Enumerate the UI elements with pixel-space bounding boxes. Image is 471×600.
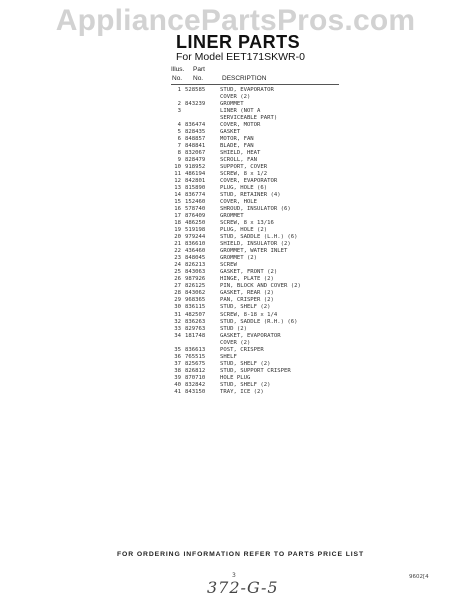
part-description: SCREW, 8 x 13/16 xyxy=(220,220,274,227)
part-description: STUD, SUPPORT CRISPER xyxy=(220,367,291,374)
part-number: 843239 xyxy=(185,101,206,108)
illus-number: 14 xyxy=(174,192,181,199)
illus-number: 29 xyxy=(174,297,181,304)
illus-number: 33 xyxy=(174,325,181,332)
illus-number: 22 xyxy=(174,248,181,255)
illus-number: 26 xyxy=(174,276,181,283)
part-number: 828479 xyxy=(185,157,206,164)
part-description: STUD, RETAINER (4) xyxy=(220,192,281,199)
column-header-description: DESCRIPTION xyxy=(222,75,267,82)
illus-number: 4 xyxy=(177,122,181,129)
part-number: 486250 xyxy=(185,220,206,227)
part-description: PLUG, HOLE (2) xyxy=(220,227,268,234)
part-description: GROMMET xyxy=(220,101,244,108)
part-description: MOTOR, FAN xyxy=(220,136,254,143)
illus-number: 18 xyxy=(174,220,181,227)
illus-number: 8 xyxy=(177,150,181,157)
part-description: PLUG, HOLE (6) xyxy=(220,185,268,192)
part-number: 519198 xyxy=(185,227,206,234)
part-number: 826812 xyxy=(185,367,206,374)
part-description: GROMMET xyxy=(220,213,244,220)
illus-number: 25 xyxy=(174,269,181,276)
part-number: 836474 xyxy=(185,122,206,129)
illus-number: 17 xyxy=(174,213,181,220)
part-description: GASKET, REAR (2) xyxy=(220,290,274,297)
document-number: 9602[4 xyxy=(409,574,429,580)
part-number: 836263 xyxy=(185,318,206,325)
part-description: SCREW xyxy=(220,262,237,269)
part-number: 832067 xyxy=(185,150,206,157)
illus-number: 7 xyxy=(177,143,181,150)
part-number: 876409 xyxy=(185,213,206,220)
part-number: 848857 xyxy=(185,136,206,143)
part-number: 848841 xyxy=(185,143,206,150)
part-description: GASKET, FRONT (2) xyxy=(220,269,278,276)
illus-number: 31 xyxy=(174,311,181,318)
part-description: GROMMET, WATER INLET xyxy=(220,248,288,255)
part-description: BLADE, FAN xyxy=(220,143,254,150)
part-number: 843150 xyxy=(185,388,206,395)
illus-number: 24 xyxy=(174,262,181,269)
part-number: 843063 xyxy=(185,269,206,276)
illus-number: 5 xyxy=(177,129,181,136)
part-number: 836774 xyxy=(185,192,206,199)
part-description: STUD, SHELF (2) xyxy=(220,304,271,311)
part-description: COVER, MOTOR xyxy=(220,122,261,129)
illus-number: 37 xyxy=(174,360,181,367)
part-description: COVER, HOLE xyxy=(220,199,258,206)
part-description: PAN, CRISPER (2) xyxy=(220,297,274,304)
part-description: COVER (2) xyxy=(220,94,251,101)
illus-number: 34 xyxy=(174,332,181,339)
part-description: PIN, BLOCK AND COVER (2) xyxy=(220,283,301,290)
illus-number: 32 xyxy=(174,318,181,325)
illus-number: 1 xyxy=(177,87,181,93)
part-number: 979244 xyxy=(185,234,206,241)
illus-number: 11 xyxy=(174,171,181,178)
part-number: 181748 xyxy=(185,332,206,339)
illus-number: 21 xyxy=(174,241,181,248)
part-number: 436460 xyxy=(185,248,206,255)
illus-number: 41 xyxy=(174,388,181,395)
part-number: 987926 xyxy=(185,276,206,283)
column-header-illus: Illus. xyxy=(171,66,185,73)
page-number: 3 xyxy=(232,572,236,579)
part-description: STUD, SHELF (2) xyxy=(220,360,271,367)
column-header-no: No. xyxy=(172,75,183,82)
part-description: COVER (2) xyxy=(220,339,251,346)
part-description: SHROUD, INSULATOR (6) xyxy=(220,206,291,213)
part-description: STUD, SADDLE (R.H.) (6) xyxy=(220,318,298,325)
illus-number: 6 xyxy=(177,136,181,143)
part-description: SERVICEABLE PART) xyxy=(220,115,278,122)
part-number: 826213 xyxy=(185,262,206,269)
handwritten-note: 372-G-5 xyxy=(207,578,279,597)
part-description: SHELF xyxy=(220,353,237,360)
part-description: STUD, EVAPORATOR xyxy=(220,87,274,93)
part-number: 828435 xyxy=(185,129,206,136)
part-number: 836610 xyxy=(185,241,206,248)
header-divider xyxy=(171,84,339,85)
part-number: 578740 xyxy=(185,206,206,213)
part-description: COVER, EVAPORATOR xyxy=(220,178,278,185)
ordering-info-footer: FOR ORDERING INFORMATION REFER TO PARTS PRICE LIST xyxy=(117,551,365,558)
illus-number: 3 xyxy=(177,108,181,115)
illus-number: 16 xyxy=(174,206,181,213)
part-number: 836115 xyxy=(185,304,206,311)
part-number: 826125 xyxy=(185,283,206,290)
part-number: 848045 xyxy=(185,255,206,262)
part-number: 486194 xyxy=(185,171,206,178)
part-description: GROMMET (2) xyxy=(220,255,258,262)
illus-number: 15 xyxy=(174,199,181,206)
part-description: STUD, SADDLE (L.H.) (6) xyxy=(220,234,298,241)
part-number: 842801 xyxy=(185,178,206,185)
column-header-part-no: No. xyxy=(193,75,204,82)
part-description: HOLE PLUG xyxy=(220,374,251,381)
part-description: STUD (2) xyxy=(220,325,247,332)
illus-number: 27 xyxy=(174,283,181,290)
illus-number: 12 xyxy=(174,178,181,185)
part-description: TRAY, ICE (2) xyxy=(220,388,264,395)
illus-number: 28 xyxy=(174,290,181,297)
part-description: SHIELD, INSULATOR (2) xyxy=(220,241,291,248)
part-number: 836613 xyxy=(185,346,206,353)
part-description: SCREW, 8-18 x 1/4 xyxy=(220,311,278,318)
illus-number: 9 xyxy=(177,157,181,164)
part-number: 968365 xyxy=(185,297,206,304)
illus-number: 38 xyxy=(174,367,181,374)
part-description: SUPPORT, COVER xyxy=(220,164,268,171)
illus-number: 2 xyxy=(177,101,181,108)
part-description: SCREW, 8 x 1/2 xyxy=(220,171,268,178)
site-watermark: AppliancePartsPros.com xyxy=(55,4,416,37)
illus-number: 40 xyxy=(174,381,181,388)
part-description: HINGE, PLATE (2) xyxy=(220,276,274,283)
part-number: 843062 xyxy=(185,290,206,297)
illus-number: 10 xyxy=(174,164,181,171)
part-description: LINER (NOT A xyxy=(220,108,261,115)
part-number: 829763 xyxy=(185,325,206,332)
part-number: 825675 xyxy=(185,360,206,367)
part-number: 815890 xyxy=(185,185,206,192)
part-description: STUD, SHELF (2) xyxy=(220,381,271,388)
illus-number: 19 xyxy=(174,227,181,234)
illus-number: 20 xyxy=(174,234,181,241)
illus-number: 39 xyxy=(174,374,181,381)
part-description: POST, CRISPER xyxy=(220,346,264,353)
illus-number: 30 xyxy=(174,304,181,311)
part-number: 482507 xyxy=(185,311,206,318)
part-number: 918952 xyxy=(185,164,206,171)
part-number: 765515 xyxy=(185,353,206,360)
illus-number: 23 xyxy=(174,255,181,262)
illus-number: 36 xyxy=(174,353,181,360)
part-description: GASKET, EVAPORATOR xyxy=(220,332,281,339)
part-description: SHIELD, HEAT xyxy=(220,150,261,157)
part-description: SCROLL, FAN xyxy=(220,157,258,164)
illus-number: 35 xyxy=(174,346,181,353)
part-number: 528585 xyxy=(185,87,206,93)
column-header-part: Part xyxy=(193,66,205,73)
part-number: 870710 xyxy=(185,374,206,381)
part-number: 152460 xyxy=(185,199,206,206)
model-subtitle: For Model EET171SKWR-0 xyxy=(176,51,305,63)
part-number: 832842 xyxy=(185,381,206,388)
part-description: GASKET xyxy=(220,129,241,136)
illus-number: 13 xyxy=(174,185,181,192)
page-title: LINER PARTS xyxy=(176,32,301,52)
